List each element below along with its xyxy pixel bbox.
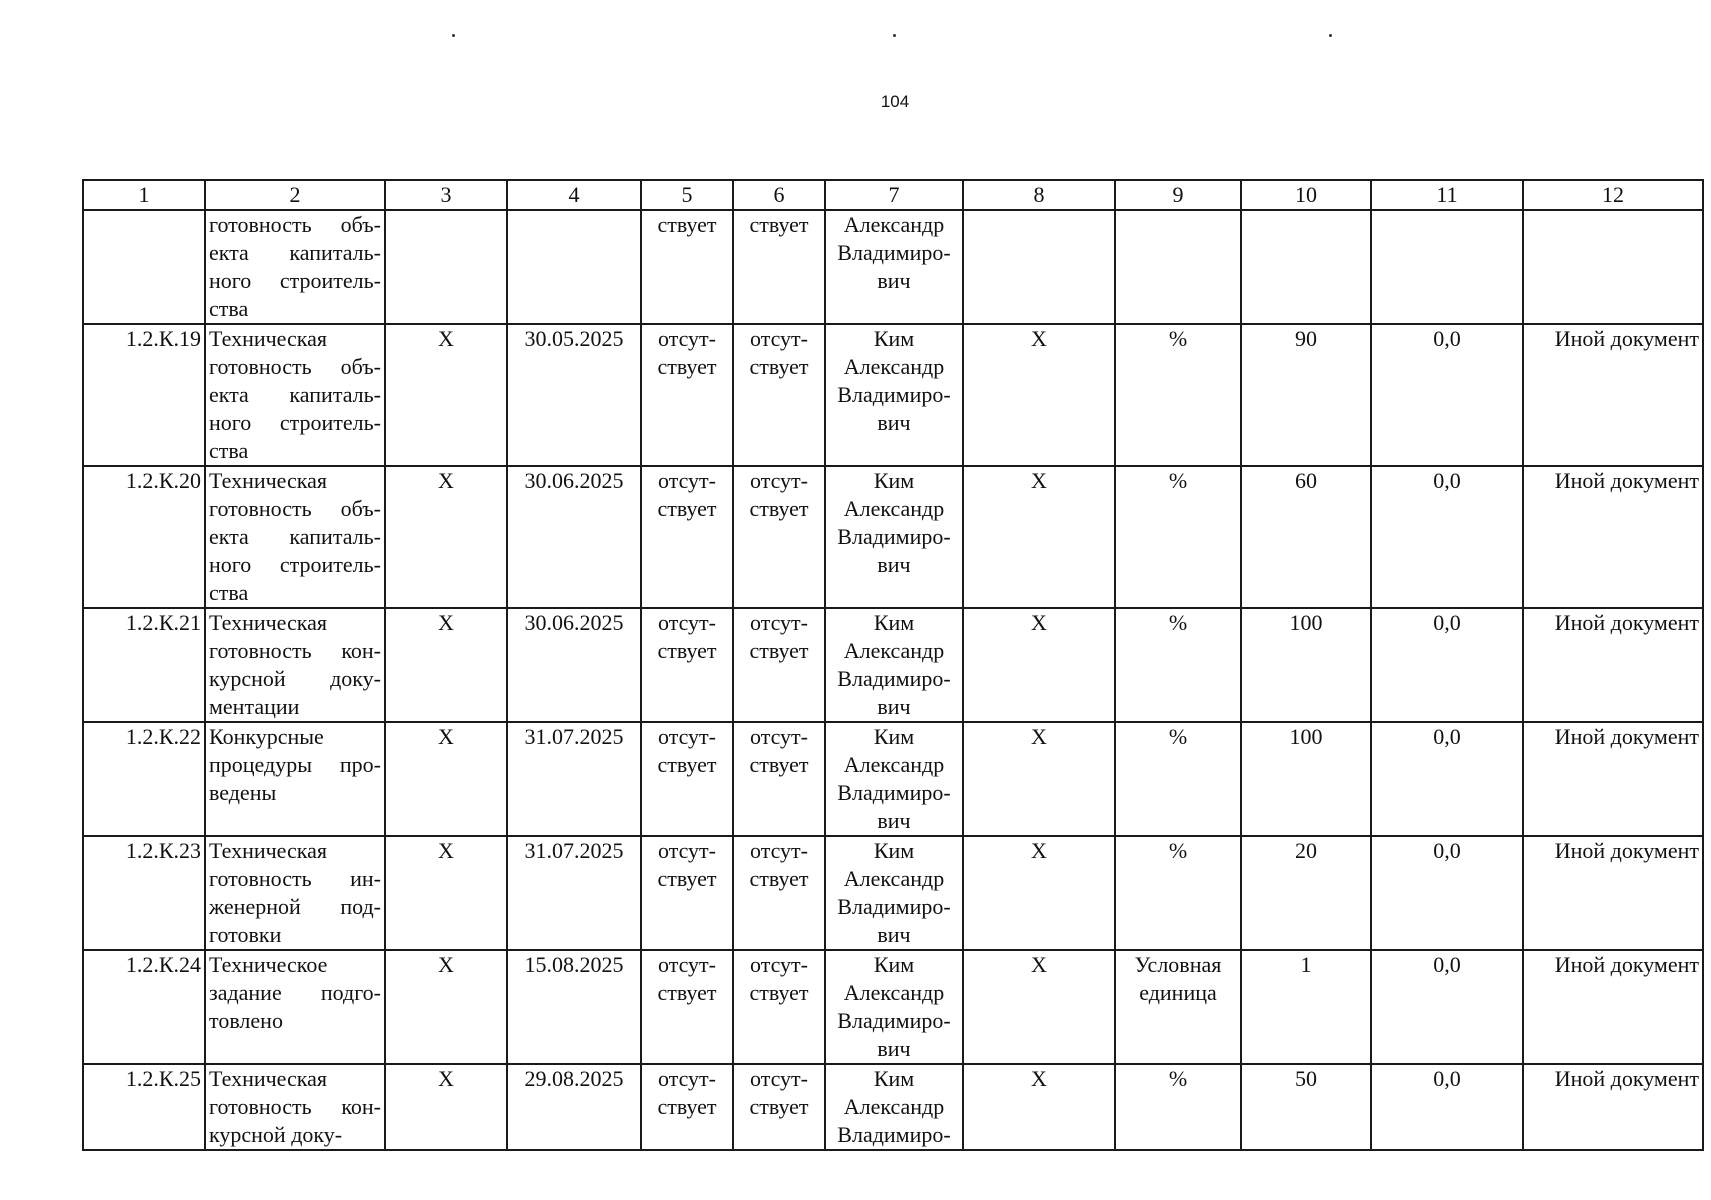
header-cell: 1	[83, 180, 205, 210]
cell-col5: отсут-ствует	[641, 836, 733, 950]
cell-col3: Х	[385, 1064, 507, 1150]
cell-date	[507, 210, 641, 324]
cell-col5: отсут-ствует	[641, 608, 733, 722]
cell-col8: Х	[963, 324, 1115, 466]
cell-col5: отсут-ствует	[641, 722, 733, 836]
cell-value: 100	[1241, 722, 1371, 836]
cell-col3: Х	[385, 324, 507, 466]
cell-doc: Иной документ	[1523, 1064, 1703, 1150]
cell-id: 1.2.К.24	[83, 950, 205, 1064]
cell-unit	[1115, 210, 1241, 324]
cell-col8: Х	[963, 1064, 1115, 1150]
scan-speck	[452, 34, 455, 37]
cell-col3: Х	[385, 950, 507, 1064]
header-cell: 7	[825, 180, 963, 210]
cell-id: 1.2.К.21	[83, 608, 205, 722]
cell-id	[83, 210, 205, 324]
cell-col11: 0,0	[1371, 836, 1523, 950]
cell-col11: 0,0	[1371, 608, 1523, 722]
cell-col6: ствует	[733, 210, 825, 324]
cell-col11: 0,0	[1371, 950, 1523, 1064]
cell-value: 1	[1241, 950, 1371, 1064]
continuation-row	[83, 210, 1703, 324]
cell-unit: Условная единица	[1115, 950, 1241, 1064]
cell-description: Техническое задание подго-товлено	[205, 950, 385, 1064]
cell-doc: Иной документ	[1523, 466, 1703, 608]
cell-col6: отсут-ствует	[733, 836, 825, 950]
cell-col6: отсут-ствует	[733, 722, 825, 836]
cell-description: Техническая готовность объ-екта капиталь-ного строитель-ства	[205, 324, 385, 466]
cell-doc: Иной документ	[1523, 324, 1703, 466]
cell-responsible: Ким Александр Владимиро-	[825, 1064, 963, 1150]
cell-description: Техническая готовность кон-курсной доку-	[205, 1064, 385, 1150]
cell-description: Конкурсные процедуры про-ведены	[205, 722, 385, 836]
cell-description: Техническая готовность объ-екта капиталь-ного строитель-ства	[205, 466, 385, 608]
header-cell: 12	[1523, 180, 1703, 210]
header-cell: 6	[733, 180, 825, 210]
cell-col11	[1371, 210, 1523, 324]
cell-col5: отсут-ствует	[641, 1064, 733, 1150]
table-row	[83, 324, 1703, 466]
cell-col8: Х	[963, 608, 1115, 722]
cell-value: 20	[1241, 836, 1371, 950]
cell-description: Техническая готовность кон-курсной доку-ментации	[205, 608, 385, 722]
header-row	[83, 180, 1703, 210]
table-row	[83, 950, 1703, 1064]
cell-id: 1.2.К.20	[83, 466, 205, 608]
cell-unit: %	[1115, 608, 1241, 722]
cell-col3	[385, 210, 507, 324]
cell-value: 50	[1241, 1064, 1371, 1150]
cell-col3: Х	[385, 608, 507, 722]
cell-responsible: Ким Александр Владимиро-вич	[825, 950, 963, 1064]
cell-date: 31.07.2025	[507, 836, 641, 950]
cell-id: 1.2.К.23	[83, 836, 205, 950]
data-table	[82, 179, 1704, 1151]
cell-unit: %	[1115, 722, 1241, 836]
table-row	[83, 1064, 1703, 1150]
cell-unit: %	[1115, 1064, 1241, 1150]
cell-col3: Х	[385, 466, 507, 608]
cell-col8: Х	[963, 722, 1115, 836]
cell-col8: Х	[963, 950, 1115, 1064]
header-cell: 10	[1241, 180, 1371, 210]
cell-date: 29.08.2025	[507, 1064, 641, 1150]
header-cell: 8	[963, 180, 1115, 210]
cell-col5: отсут-ствует	[641, 950, 733, 1064]
cell-col8: Х	[963, 836, 1115, 950]
cell-col11: 0,0	[1371, 324, 1523, 466]
table-row	[83, 608, 1703, 722]
cell-responsible: Ким Александр Владимиро-вич	[825, 722, 963, 836]
cell-col6: отсут-ствует	[733, 466, 825, 608]
header-cell: 11	[1371, 180, 1523, 210]
cell-responsible: Ким Александр Владимиро-вич	[825, 324, 963, 466]
cell-doc	[1523, 210, 1703, 324]
cell-description: Техническая готовность ин-женерной под-готовки	[205, 836, 385, 950]
cell-responsible: Ким Александр Владимиро-вич	[825, 836, 963, 950]
cell-col11: 0,0	[1371, 1064, 1523, 1150]
cell-date: 31.07.2025	[507, 722, 641, 836]
cell-col6: отсут-ствует	[733, 608, 825, 722]
cell-doc: Иной документ	[1523, 608, 1703, 722]
cell-value: 100	[1241, 608, 1371, 722]
cell-col8	[963, 210, 1115, 324]
cell-col3: Х	[385, 722, 507, 836]
cell-col8: Х	[963, 466, 1115, 608]
cell-doc: Иной документ	[1523, 836, 1703, 950]
scan-speck	[893, 34, 896, 37]
cell-col6: отсут-ствует	[733, 950, 825, 1064]
cell-responsible: Ким Александр Владимиро-вич	[825, 608, 963, 722]
cell-col3: Х	[385, 836, 507, 950]
cell-description: готовность объ-екта капиталь-ного строитель-ства	[205, 210, 385, 324]
scan-speck	[1329, 34, 1332, 37]
cell-doc: Иной документ	[1523, 722, 1703, 836]
cell-col6: отсут-ствует	[733, 1064, 825, 1150]
header-cell: 5	[641, 180, 733, 210]
cell-date: 30.06.2025	[507, 608, 641, 722]
page-number: 104	[880, 92, 910, 111]
cell-responsible: Александр Владимиро-вич	[825, 210, 963, 324]
cell-col6: отсут-ствует	[733, 324, 825, 466]
cell-unit: %	[1115, 466, 1241, 608]
header-cell: 2	[205, 180, 385, 210]
cell-col11: 0,0	[1371, 722, 1523, 836]
cell-date: 30.05.2025	[507, 324, 641, 466]
table-body	[83, 324, 1703, 1150]
header-cell: 4	[507, 180, 641, 210]
cell-date: 15.08.2025	[507, 950, 641, 1064]
cell-col5: отсут-ствует	[641, 466, 733, 608]
cell-id: 1.2.К.22	[83, 722, 205, 836]
cell-value: 60	[1241, 466, 1371, 608]
table-row	[83, 836, 1703, 950]
cell-responsible: Ким Александр Владимиро-вич	[825, 466, 963, 608]
cell-value: 90	[1241, 324, 1371, 466]
cell-value	[1241, 210, 1371, 324]
cell-col11: 0,0	[1371, 466, 1523, 608]
header-cell: 3	[385, 180, 507, 210]
cell-id: 1.2.К.19	[83, 324, 205, 466]
table-row	[83, 466, 1703, 608]
header-cell: 9	[1115, 180, 1241, 210]
cell-date: 30.06.2025	[507, 466, 641, 608]
cell-id: 1.2.К.25	[83, 1064, 205, 1150]
cell-unit: %	[1115, 324, 1241, 466]
cell-col5: ствует	[641, 210, 733, 324]
cell-col5: отсут-ствует	[641, 324, 733, 466]
cell-doc: Иной документ	[1523, 950, 1703, 1064]
cell-unit: %	[1115, 836, 1241, 950]
table-row	[83, 722, 1703, 836]
